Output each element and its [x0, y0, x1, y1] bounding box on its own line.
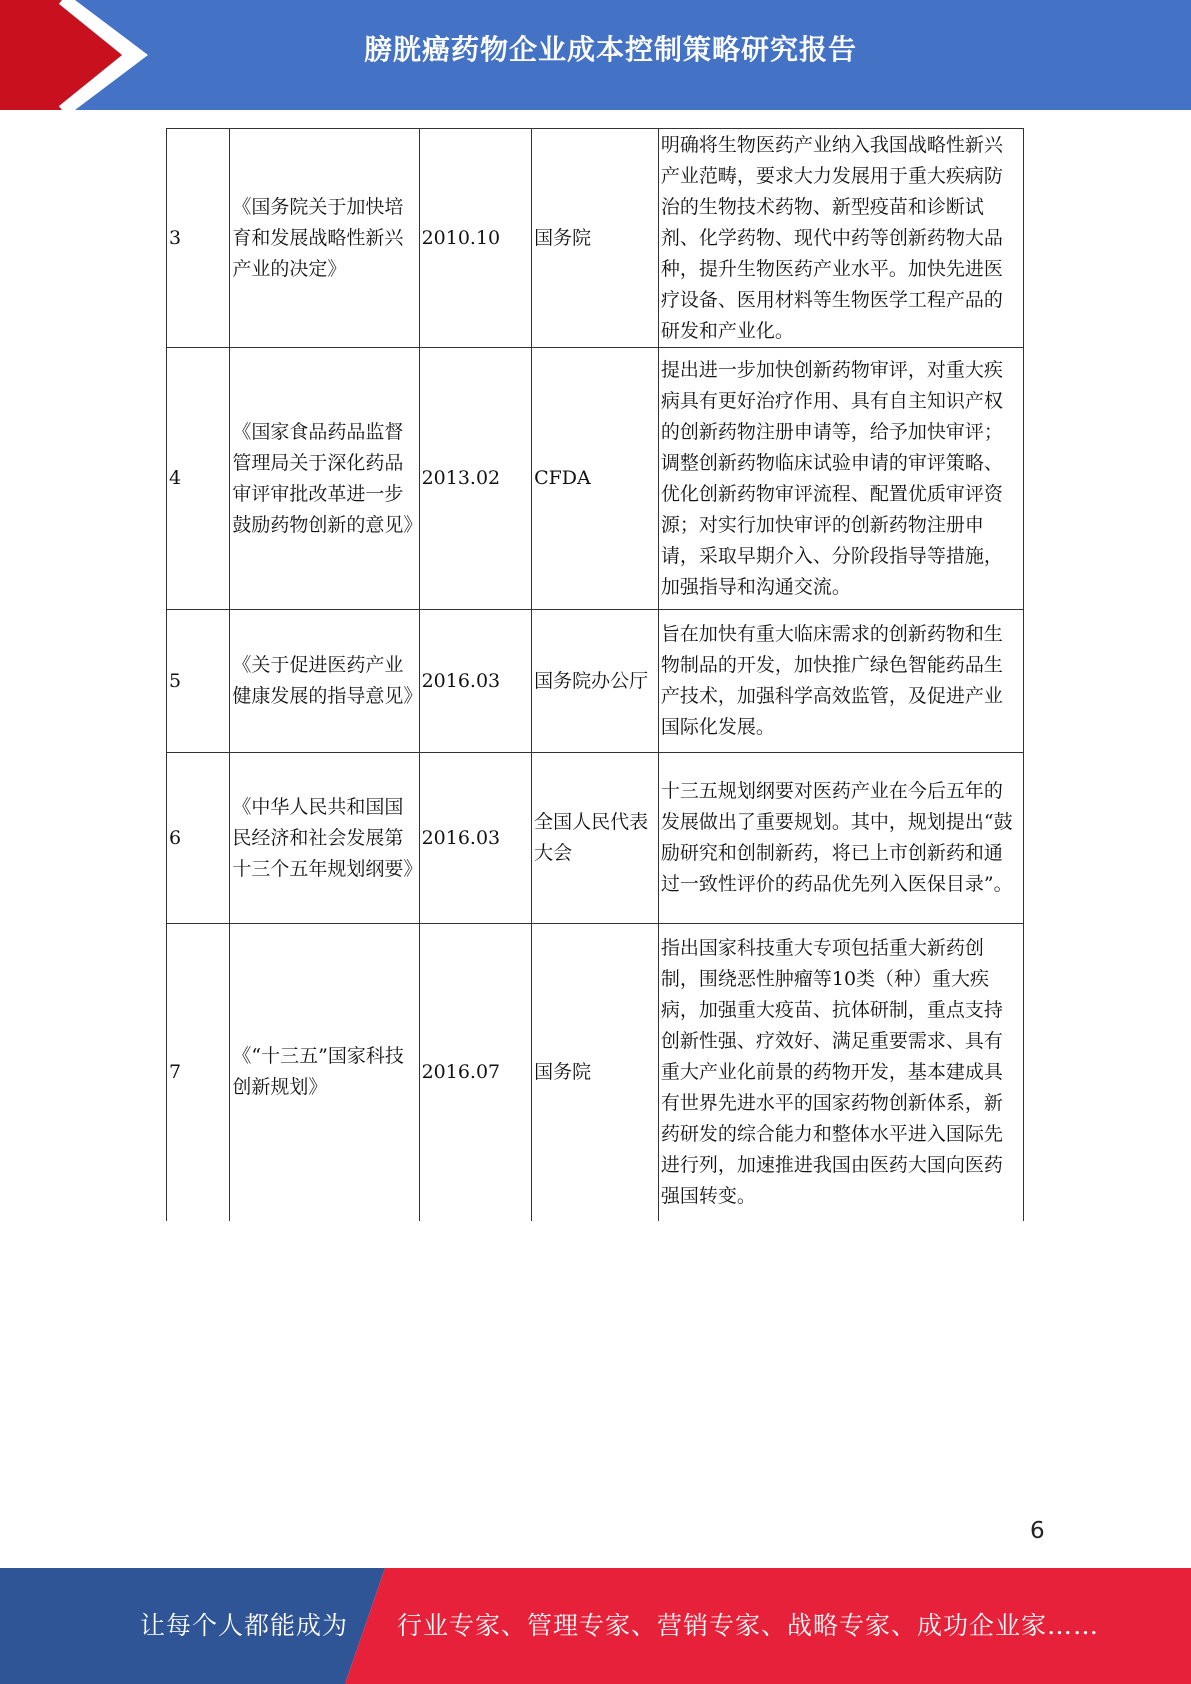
policy-date: 2010.10 — [419, 129, 531, 348]
policy-org: 国务院 — [532, 924, 659, 1221]
policy-date: 2016.03 — [419, 753, 531, 924]
policy-org: 国务院 — [532, 129, 659, 348]
row-number: 3 — [167, 129, 230, 348]
page-footer — [0, 1568, 1191, 1684]
table-row — [167, 610, 1024, 753]
page-header — [0, 0, 1191, 110]
policy-date: 2016.03 — [419, 610, 531, 753]
row-number: 7 — [167, 924, 230, 1221]
policy-table — [166, 128, 1024, 1221]
policy-org: CFDA — [532, 348, 659, 610]
row-number: 6 — [167, 753, 230, 924]
row-number: 5 — [167, 610, 230, 753]
table-row — [167, 348, 1024, 610]
footer-slogan-right: 行业专家、管理专家、营销专家、战略专家、成功企业家…… — [397, 1611, 1100, 1640]
policy-name: 《关于促进医药产业健康发展的指导意见》 — [230, 610, 419, 753]
row-number: 4 — [167, 348, 230, 610]
policy-org: 全国人民代表大会 — [532, 753, 659, 924]
table-row — [167, 753, 1024, 924]
policy-date: 2013.02 — [419, 348, 531, 610]
policy-name: 《国家食品药品监督管理局关于深化药品审评审批改革进一步鼓励药物创新的意见》 — [230, 348, 419, 610]
table-row — [167, 924, 1024, 1221]
header-title: 膀胱癌药物企业成本控制策略研究报告 — [363, 33, 857, 66]
policy-content: 指出国家科技重大专项包括重大新药创制，围绕恶性肿瘤等10类（种）重大疾病，加强重大疫苗、抗体研制，重点支持创新性强、疗效好、满足重要需求、具有重大产业化前景的药物开发，基本建成具有世界先进水平的国家药物创新体系，新药研发的综合能力和整体水平进入国际先进行列，加速推进我国由医药大国向医药强国转变。 — [658, 924, 1023, 1221]
policy-name: 《中华人民共和国国民经济和社会发展第十三个五年规划纲要》 — [230, 753, 419, 924]
policy-content: 提出进一步加快创新药物审评，对重大疾病具有更好治疗作用、具有自主知识产权的创新药物注册申请等，给予加快审评；调整创新药物临床试验申请的审评策略、优化创新药物审评流程、配置优质审评资源；对实行加快审评的创新药物注册申请，采取早期介入、分阶段指导等措施，加强指导和沟通交流。 — [658, 348, 1023, 610]
footer-slogan-left: 让每个人都能成为 — [140, 1611, 349, 1640]
policy-name: 《国务院关于加快培育和发展战略性新兴产业的决定》 — [230, 129, 419, 348]
policy-org: 国务院办公厅 — [532, 610, 659, 753]
policy-date: 2016.07 — [419, 924, 531, 1221]
table-row — [167, 129, 1024, 348]
policy-content: 明确将生物医药产业纳入我国战略性新兴产业范畴，要求大力发展用于重大疾病防治的生物技术药物、新型疫苗和诊断试剂、化学药物、现代中药等创新药物大品种，提升生物医药产业水平。加快先进医疗设备、医用材料等生物医学工程产品的研发和产业化。 — [658, 129, 1023, 348]
policy-content: 旨在加快有重大临床需求的创新药物和生物制品的开发，加快推广绿色智能药品生产技术，加强科学高效监管，及促进产业国际化发展。 — [658, 610, 1023, 753]
page-number: 6 — [1030, 1518, 1045, 1544]
policy-content: 十三五规划纲要对医药产业在今后五年的发展做出了重要规划。其中，规划提出“鼓励研究和创制新药，将已上市创新药和通过一致性评价的药品优先列入医保目录”。 — [658, 753, 1023, 924]
policy-name: 《“十三五”国家科技创新规划》 — [230, 924, 419, 1221]
